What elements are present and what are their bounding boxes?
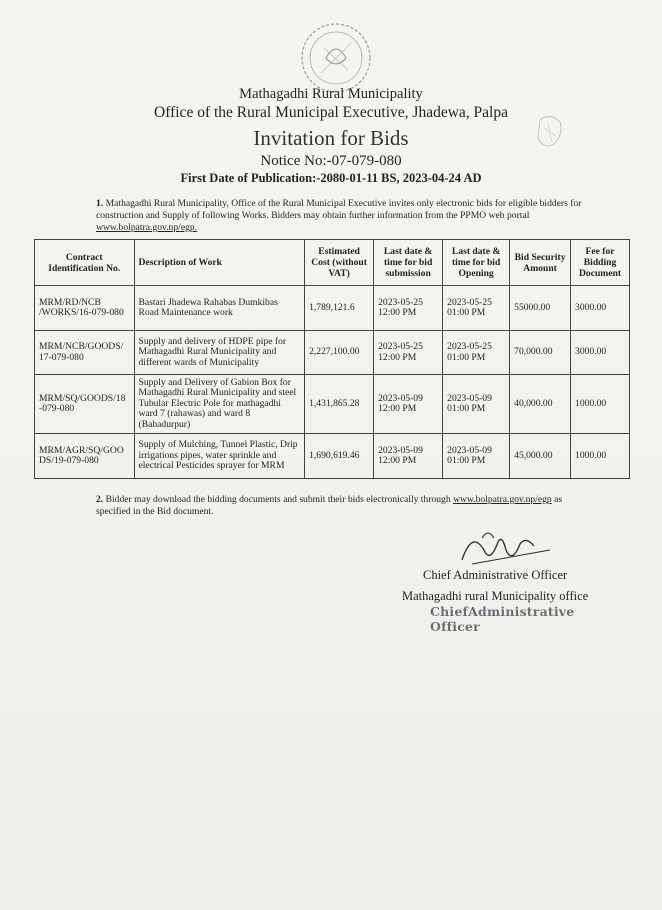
intro-number: 1. [96,198,104,209]
cell-desc: Supply and Delivery of Gabion Box for Mathagadhi Rural Municipality and steel Tubular Electric Pole for mathagadhi ward 7 (rahawas) and ward 8 (Bahadurpur) [134,375,305,434]
table-header-row [35,240,630,286]
intro-paragraph [96,198,596,234]
header-fee: Fee for Bidding Document [571,240,630,286]
table-row [35,331,630,375]
official-stamp-text: ChiefAdministrative Officer [430,604,575,634]
cell-security: 70,000.00 [510,331,571,375]
cell-opening: 2023-05-09 01:00 PM [443,375,510,434]
cell-desc: Bastari Jhadewa Rahabas Dumkibas Road Maintenance work [134,286,305,331]
note-text-after: as specified in the Bid document. [96,494,563,517]
page-title: Invitation for Bids [253,126,409,150]
publication-date: First Date of Publication:-2080-01-11 BS, 2023-04-24 AD [180,171,482,185]
header-desc: Description of Work [134,240,305,286]
cell-cost: 2,227,100.00 [305,331,374,375]
cell-id: MRM/NCB/GOODS/ 17-079-080 [35,331,135,375]
cell-submission: 2023-05-25 12:00 PM [374,286,443,331]
cell-cost: 1,690,619.46 [305,434,374,479]
cell-opening: 2023-05-25 01:00 PM [443,331,510,375]
table-row [35,434,630,479]
cell-submission: 2023-05-09 12:00 PM [374,375,443,434]
bids-table [34,239,630,479]
intro-text: Mathagadhi Rural Municipality, Office of the Rural Municipal Executive invites only electronic bids for eligible bidders for construction and Supply of following Works. Bidders may obtain further information from the PPMO web portal [96,198,582,221]
cell-desc: Supply and delivery of HDPE pipe for Mathagadhi Rural Municipality and different wards of Municipality [134,331,305,375]
office-name: Office of the Rural Municipal Executive, Jhadewa, Palpa [154,104,508,121]
cell-id: MRM/RD/NCB /WORKS/16-079-080 [35,286,135,331]
cell-fee: 3000.00 [571,331,630,375]
cell-security: 40,000.00 [510,375,571,434]
header-submission: Last date & time for bid submission [374,240,443,286]
header-opening: Last date & time for bid Opening [443,240,510,286]
note-number: 2. [96,494,104,505]
cell-desc: Supply of Mulching, Tunnel Plastic, Drip irrigations pipes, water sprinkle and electrical Pesticides sprayer for MRM [134,434,305,479]
signatory-office: Mathagadhi rural Municipality office [402,589,589,603]
cell-cost: 1,789,121.6 [305,286,374,331]
cell-opening: 2023-05-25 01:00 PM [443,286,510,331]
cell-security: 45,000.00 [510,434,571,479]
municipality-name: Mathagadhi Rural Municipality [239,86,423,102]
cell-fee: 1000.00 [571,434,630,479]
download-link[interactable]: www.bolpatra.gov.np/egp [453,494,552,505]
cell-submission: 2023-05-25 12:00 PM [374,331,443,375]
header-id: Contract Identification No. [35,240,135,286]
header-cost: Estimated Cost (without VAT) [305,240,374,286]
designation: Chief Administrative Officer [423,568,568,582]
header-security: Bid Security Amount [510,240,571,286]
table-row [35,286,630,331]
table-row [35,375,630,434]
notice-number: Notice No:-07-079-080 [260,153,402,169]
download-note [96,494,596,518]
cell-id: MRM/AGR/SQ/GOO DS/19-079-080 [35,434,135,479]
cell-security: 55000.00 [510,286,571,331]
cell-cost: 1,431,865.28 [305,375,374,434]
cell-submission: 2023-05-09 12:00 PM [374,434,443,479]
portal-link[interactable]: www.bolpatra.gov.np/egp. [96,222,198,233]
cell-opening: 2023-05-09 01:00 PM [443,434,510,479]
cell-id: MRM/SQ/GOODS/18 -079-080 [35,375,135,434]
cell-fee: 1000.00 [571,375,630,434]
note-text-before: Bidder may download the bidding documents and submit their bids electronically through [105,494,451,505]
cell-fee: 3000.00 [571,286,630,331]
